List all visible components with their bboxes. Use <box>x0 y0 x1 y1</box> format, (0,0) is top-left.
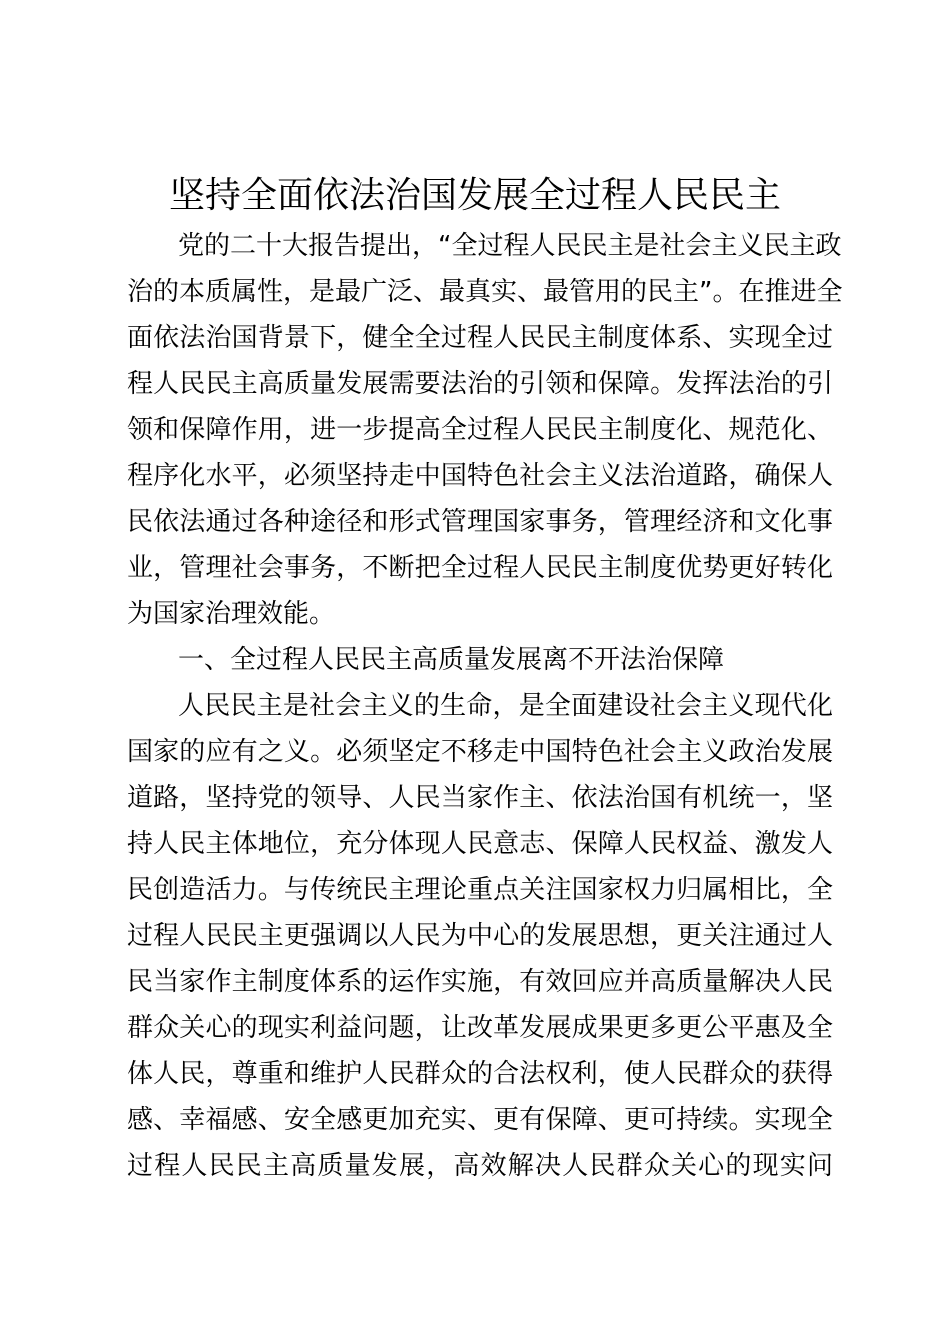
paragraph-line: 感、幸福感、安全感更加充实、更有保障、更可持续。实现全 <box>127 1105 833 1135</box>
paragraph-line: 民依法通过各种途径和形式管理国家事务，管理经济和文化事 <box>127 507 833 537</box>
paragraph-line: 党的二十大报告提出，“全过程人民民主是社会主义民主政 <box>178 231 842 261</box>
paragraph-line: 体人民，尊重和维护人民群众的合法权利，使人民群众的获得 <box>127 1059 833 1089</box>
paragraph-line: 业，管理社会事务，不断把全过程人民民主制度优势更好转化 <box>127 553 833 583</box>
paragraph-line: 面依法治国背景下，健全全过程人民民主制度体系、实现全过 <box>127 323 833 353</box>
paragraph-line: 群众关心的现实利益问题，让改革发展成果更多更公平惠及全 <box>127 1013 833 1043</box>
paragraph-line: 民当家作主制度体系的运作实施，有效回应并高质量解决人民 <box>127 967 833 997</box>
paragraph-line: 道路，坚持党的领导、人民当家作主、依法治国有机统一，坚 <box>127 783 833 813</box>
paragraph-line: 人民民主是社会主义的生命，是全面建设社会主义现代化 <box>178 691 833 721</box>
paragraph-line: 过程人民民主高质量发展，高效解决人民群众关心的现实问 <box>127 1151 833 1181</box>
paragraph-line: 国家的应有之义。必须坚定不移走中国特色社会主义政治发展 <box>127 737 833 767</box>
paragraph-line: 治的本质属性，是最广泛、最真实、最管用的民主”。在推进全 <box>127 277 843 307</box>
paragraph-line: 为国家治理效能。 <box>127 599 336 629</box>
section-heading: 一、全过程人民民主高质量发展离不开法治保障 <box>178 645 725 675</box>
paragraph-line: 民创造活力。与传统民主理论重点关注国家权力归属相比，全 <box>127 875 833 905</box>
paragraph-line: 过程人民民主更强调以人民为中心的发展思想，更关注通过人 <box>127 921 833 951</box>
paragraph-line: 持人民主体地位，充分体现人民意志、保障人民权益、激发人 <box>127 829 833 859</box>
paragraph-line: 程序化水平，必须坚持走中国特色社会主义法治道路，确保人 <box>127 461 833 491</box>
document-title: 坚持全面依法治国发展全过程人民民主 <box>168 175 781 216</box>
paragraph-line: 程人民民主高质量发展需要法治的引领和保障。发挥法治的引 <box>127 369 833 399</box>
paragraph-line: 领和保障作用，进一步提高全过程人民民主制度化、规范化、 <box>127 415 833 445</box>
